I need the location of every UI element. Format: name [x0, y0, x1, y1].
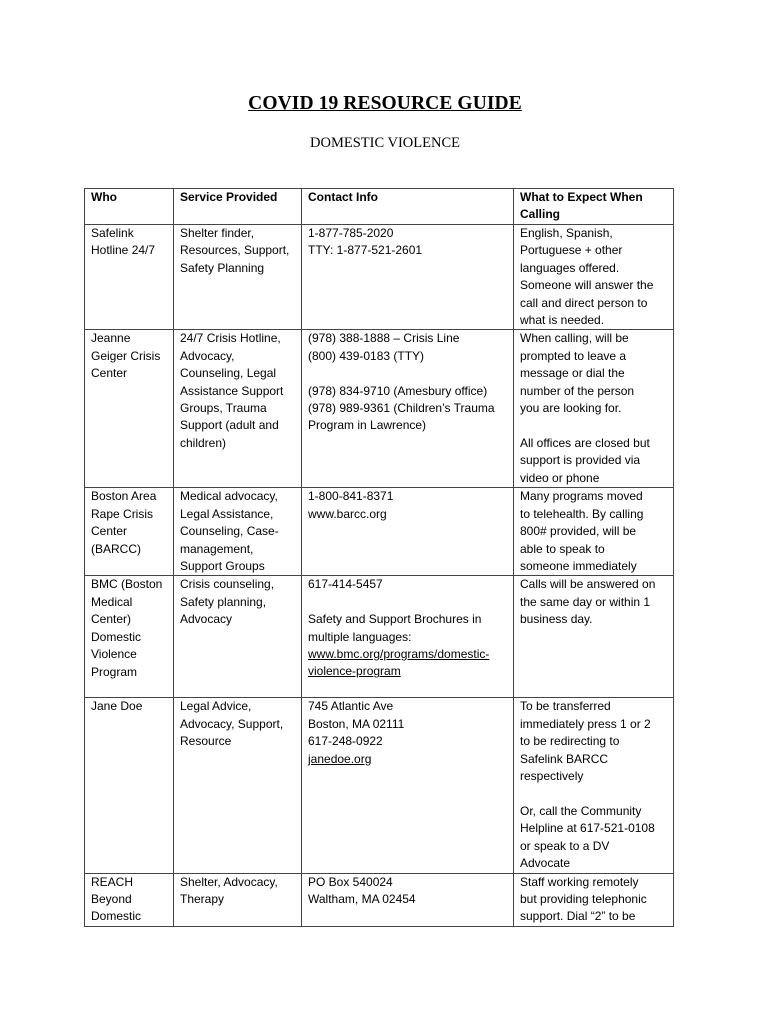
table-row — [85, 576, 674, 698]
header-who: Who — [85, 189, 174, 225]
cell-contact: 1-877-785-2020 TTY: 1-877-521-2601 — [302, 225, 514, 330]
cell-contact: 745 Atlantic Ave Boston, MA 02111 617-248-0922 janedoe.org — [302, 698, 514, 873]
page-title: COVID 19 RESOURCE GUIDE — [248, 93, 522, 114]
cell-who: Jeanne Geiger Crisis Center — [85, 330, 174, 488]
cell-contact: 617-414-5457 Safety and Support Brochures in multiple languages: www.bmc.org/programs/domestic- violence-program — [302, 576, 514, 698]
bmc-program-link-cont[interactable]: violence-program — [308, 664, 401, 679]
cell-expect: To be transferred immediately press 1 or 2 to be redirecting to Safelink BARCC respectively Or, call the Community Helpline at 617-521-0108 or speak to a DV Advocate — [514, 698, 674, 873]
cell-who: REACH Beyond Domestic — [85, 873, 174, 926]
table-row — [85, 488, 674, 576]
barcc-website-link[interactable]: www.barcc.org — [308, 506, 387, 521]
cell-service: 24/7 Crisis Hotline, Advocacy, Counseling, Legal Assistance Support Groups, Trauma Support (adult and children) — [174, 330, 302, 488]
header-service: Service Provided — [174, 189, 302, 225]
page-subtitle: DOMESTIC VIOLENCE — [310, 135, 460, 151]
cell-service: Crisis counseling, Safety planning, Advocacy — [174, 576, 302, 698]
cell-who: BMC (Boston Medical Center) Domestic Violence Program — [85, 576, 174, 698]
table-row — [85, 873, 674, 926]
cell-service: Shelter finder, Resources, Support, Safety Planning — [174, 225, 302, 330]
cell-expect: Staff working remotely but providing telephonic support. Dial “2” to be — [514, 873, 674, 926]
cell-expect: When calling, will be prompted to leave a message or dial the number of the person you are looking for. All offices are closed but support is provided via video or phone — [514, 330, 674, 488]
cell-contact: (978) 388-1888 – Crisis Line (800) 439-0183 (TTY) (978) 834-9710 (Amesbury office) (978) 989-9361 (Children’s Trauma Program in Lawrence) — [302, 330, 514, 488]
table-row — [85, 330, 674, 488]
cell-service: Legal Advice, Advocacy, Support, Resource — [174, 698, 302, 873]
header-expect: What to Expect When Calling — [514, 189, 674, 225]
cell-expect: Many programs moved to telehealth. By calling 800# provided, will be able to speak to someone immediately — [514, 488, 674, 576]
cell-expect: Calls will be answered on the same day or within 1 business day. — [514, 576, 674, 698]
table-header-row — [85, 189, 674, 225]
cell-service: Shelter, Advocacy, Therapy — [174, 873, 302, 926]
janedoe-website-link[interactable]: janedoe.org — [308, 751, 372, 766]
table-row — [85, 698, 674, 873]
cell-who: Boston Area Rape Crisis Center (BARCC) — [85, 488, 174, 576]
table-row — [85, 225, 674, 330]
cell-service: Medical advocacy, Legal Assistance, Counseling, Case- management, Support Groups — [174, 488, 302, 576]
header-contact: Contact Info — [302, 189, 514, 225]
resource-table — [84, 188, 674, 927]
cell-contact: 1-800-841-8371 www.barcc.org — [302, 488, 514, 576]
cell-contact: PO Box 540024 Waltham, MA 02454 — [302, 873, 514, 926]
cell-who: Jane Doe — [85, 698, 174, 873]
cell-who: Safelink Hotline 24/7 — [85, 225, 174, 330]
cell-expect: English, Spanish, Portuguese + other languages offered. Someone will answer the call and direct person to what is needed. — [514, 225, 674, 330]
bmc-program-link[interactable]: www.bmc.org/programs/domestic- — [308, 647, 490, 662]
